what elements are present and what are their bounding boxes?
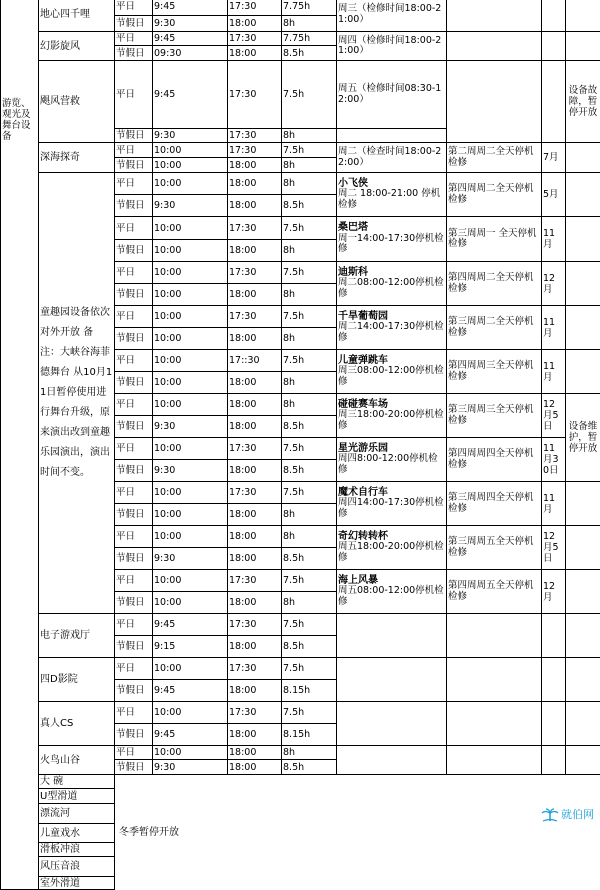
maintenance-cell: 周四（检修时间18:00-21:00）	[337, 32, 447, 61]
duration-cell: 7.5h	[282, 570, 337, 592]
table-cell	[337, 702, 447, 746]
duration-cell: 8h	[282, 240, 337, 262]
open-time-cell: 9:30	[153, 16, 228, 32]
month-cell: 11月	[542, 350, 566, 394]
table-cell	[566, 350, 600, 394]
table-cell	[566, 0, 600, 32]
close-time-cell: 18:00	[228, 195, 282, 217]
group-label-cell: 游览、观光及舞台设备	[1, 0, 39, 890]
duration-cell: 8h	[282, 592, 337, 614]
day-type-cell: 节假日	[115, 504, 153, 526]
ride-name: 迪斯科	[338, 267, 368, 278]
open-time-cell: 9:30	[153, 760, 228, 775]
close-time-cell: 18:00	[228, 548, 282, 570]
ride-name-cell: 幻影旋风	[39, 32, 115, 61]
maintenance-cell: 周三（检修时间18:00-21:00）	[337, 0, 447, 32]
table-cell	[566, 217, 600, 262]
close-time-cell: 18:00	[228, 394, 282, 416]
repair-note-cell: 设备维护，暂停开放	[566, 394, 600, 482]
close-time-cell: 18:00	[228, 504, 282, 526]
day-type-cell: 节假日	[115, 284, 153, 306]
maintenance-text: 周一14:00-17:30停机检修	[338, 233, 444, 255]
monthly-stop-cell: 第四周周三全天停机检修	[447, 350, 542, 394]
close-time-cell: 18:00	[228, 158, 282, 173]
duration-cell: 8h	[282, 16, 337, 32]
monthly-stop-cell: 第四周周二全天停机检修	[447, 173, 542, 217]
close-time-cell: 18:00	[228, 680, 282, 702]
duration-cell: 8h	[282, 394, 337, 416]
day-type-cell: 平日	[115, 438, 153, 460]
close-time-cell: 17:30	[228, 482, 282, 504]
open-time-cell: 9:30	[153, 548, 228, 570]
open-time-cell: 10:00	[153, 482, 228, 504]
day-type-cell: 节假日	[115, 416, 153, 438]
duration-cell: 7.5h	[282, 262, 337, 284]
table-cell	[566, 306, 600, 350]
month-cell: 11月	[542, 306, 566, 350]
ride-name: 小飞侠	[338, 178, 368, 189]
day-type-cell: 节假日	[115, 460, 153, 482]
ride-name-cell: 电子游戏厅	[39, 614, 115, 658]
open-time-cell: 10:00	[153, 173, 228, 195]
maintenance-cell	[337, 570, 447, 614]
open-time-cell: 10:00	[153, 592, 228, 614]
duration-cell: 7.5h	[282, 306, 337, 328]
table-cell	[542, 0, 566, 32]
maintenance-text: 周二 18:00-21:00 停机检修	[338, 188, 440, 210]
open-time-cell: 10:00	[153, 240, 228, 262]
close-time-cell: 17:30	[228, 438, 282, 460]
monthly-stop-cell: 第三周周三全天停机检修	[447, 394, 542, 438]
ride-name: 桑巴塔	[338, 222, 368, 233]
table-row	[1, 746, 600, 760]
day-type-cell: 平日	[115, 262, 153, 284]
open-time-cell: 10:00	[153, 526, 228, 548]
table-cell	[566, 32, 600, 61]
repair-note-cell: 设备故障，暂停开放	[566, 61, 600, 143]
open-time-cell: 9:45	[153, 32, 228, 46]
ride-name-cell: 真人CS	[39, 702, 115, 746]
closed-item-cell: 滑板冲浪	[39, 843, 115, 857]
table-cell	[447, 0, 542, 32]
month-cell: 11月	[542, 482, 566, 526]
day-type-cell: 平日	[115, 394, 153, 416]
table-cell	[542, 702, 566, 746]
table-cell	[566, 614, 600, 658]
duration-cell: 7.5h	[282, 614, 337, 636]
table-row	[1, 658, 600, 680]
day-type-cell: 平日	[115, 143, 153, 158]
day-type-cell: 平日	[115, 746, 153, 760]
ride-name: 儿童弹跳车	[338, 355, 388, 366]
day-type-cell: 节假日	[115, 724, 153, 746]
maintenance-cell: 周五（检修时间08:30-12:00）	[337, 61, 447, 129]
watermark-text: 就伯网	[561, 808, 594, 821]
table-cell	[566, 658, 600, 702]
open-time-cell: 10:00	[153, 306, 228, 328]
duration-cell: 8.5h	[282, 636, 337, 658]
table-cell	[566, 173, 600, 217]
close-time-cell: 17:30	[228, 129, 282, 143]
table-row	[1, 0, 600, 16]
day-type-cell: 节假日	[115, 760, 153, 775]
palm-tree-icon	[541, 808, 559, 822]
ride-name: 碰碰赛车场	[338, 399, 388, 410]
table-row	[1, 702, 600, 724]
close-time-cell: 18:00	[228, 746, 282, 760]
ride-name-cell: 深海探奇	[39, 143, 115, 173]
ride-name-cell: 地心四千哩	[39, 0, 115, 32]
open-time-cell: 10:00	[153, 262, 228, 284]
table-cell	[566, 702, 600, 746]
day-type-cell: 平日	[115, 702, 153, 724]
ride-name: 魔术自行车	[338, 487, 388, 498]
monthly-stop-cell: 第四周周五全天停机检修	[447, 570, 542, 614]
day-type-cell: 节假日	[115, 680, 153, 702]
month-cell: 12月	[542, 262, 566, 306]
day-type-cell: 节假日	[115, 129, 153, 143]
close-time-cell: 17:30	[228, 614, 282, 636]
duration-cell: 7.5h	[282, 350, 337, 372]
duration-cell: 8h	[282, 173, 337, 195]
duration-cell: 7.5h	[282, 438, 337, 460]
duration-cell: 8h	[282, 526, 337, 548]
month-cell: 5月	[542, 173, 566, 217]
open-time-cell: 9:30	[153, 416, 228, 438]
day-type-cell: 节假日	[115, 195, 153, 217]
open-time-cell: 9:30	[153, 195, 228, 217]
monthly-stop-cell: 第二周周二全天停机检修	[447, 143, 542, 173]
day-type-cell: 平日	[115, 570, 153, 592]
open-time-cell: 10:00	[153, 284, 228, 306]
open-time-cell: 10:00	[153, 328, 228, 350]
table-cell	[447, 614, 542, 658]
maintenance-text: 周三08:00-12:00停机检修	[338, 365, 444, 387]
table-row	[1, 775, 600, 789]
open-time-cell: 10:00	[153, 438, 228, 460]
closed-item-cell: 大 碗	[39, 775, 115, 789]
close-time-cell: 18:00	[228, 46, 282, 61]
day-type-cell: 节假日	[115, 240, 153, 262]
day-type-cell: 平日	[115, 61, 153, 129]
close-time-cell: 17:30	[228, 702, 282, 724]
maintenance-text: 周三18:00-20:00停机检修	[338, 409, 444, 431]
open-time-cell: 10:00	[153, 504, 228, 526]
day-type-cell: 节假日	[115, 16, 153, 32]
open-time-cell: 10:00	[153, 394, 228, 416]
open-time-cell: 09:30	[153, 46, 228, 61]
table-cell	[542, 658, 566, 702]
day-type-cell: 平日	[115, 482, 153, 504]
closed-item-cell: 室外滑道	[39, 877, 115, 890]
duration-cell: 7.75h	[282, 32, 337, 46]
table-cell	[566, 482, 600, 526]
day-type-cell: 节假日	[115, 592, 153, 614]
day-type-cell: 平日	[115, 526, 153, 548]
close-time-cell: 18:00	[228, 760, 282, 775]
month-cell: 7月	[542, 143, 566, 173]
stage-note-cell: 童趣园设备依次对外开放 备注：大峡谷海菲德舞台 从10月11日暂停使用进行舞台升级，原来演出改到童趣乐园演出，演出时间不变。	[39, 173, 115, 614]
duration-cell: 8h	[282, 746, 337, 760]
open-time-cell: 10:00	[153, 158, 228, 173]
day-type-cell: 节假日	[115, 636, 153, 658]
close-time-cell: 17:30	[228, 306, 282, 328]
duration-cell: 8h	[282, 158, 337, 173]
month-cell: 12月5日	[542, 526, 566, 570]
close-time-cell: 18:00	[228, 416, 282, 438]
maintenance-cell	[337, 394, 447, 438]
table-cell	[447, 746, 542, 775]
monthly-stop-cell: 第四周周二全天停机检修	[447, 262, 542, 306]
day-type-cell: 节假日	[115, 158, 153, 173]
open-time-cell: 10:00	[153, 350, 228, 372]
close-time-cell: 17:30	[228, 217, 282, 240]
month-cell: 11月30日	[542, 438, 566, 482]
table-row	[1, 173, 600, 195]
monthly-stop-cell: 第四周周四全天停机检修	[447, 438, 542, 482]
day-type-cell: 平日	[115, 658, 153, 680]
day-type-cell: 平日	[115, 350, 153, 372]
duration-cell: 8.5h	[282, 548, 337, 570]
table-cell	[542, 746, 566, 775]
open-time-cell: 9:45	[153, 61, 228, 129]
month-cell: 12月5日	[542, 394, 566, 438]
day-type-cell: 节假日	[115, 548, 153, 570]
duration-cell: 8h	[282, 372, 337, 394]
ride-name: 千旱葡萄园	[338, 311, 388, 322]
day-type-cell: 节假日	[115, 328, 153, 350]
maintenance-cell	[337, 173, 447, 217]
close-time-cell: 17:30	[228, 32, 282, 46]
open-time-cell: 10:00	[153, 702, 228, 724]
day-type-cell: 节假日	[115, 372, 153, 394]
ride-name-cell: 飓风营救	[39, 61, 115, 143]
table-cell	[542, 32, 566, 61]
monthly-stop-cell: 第三周周四全天停机检修	[447, 482, 542, 526]
day-type-cell: 平日	[115, 217, 153, 240]
maintenance-cell	[337, 350, 447, 394]
table-cell	[566, 746, 600, 775]
duration-cell: 8.5h	[282, 460, 337, 482]
monthly-stop-cell: 第三周周一 全天停机检修	[447, 217, 542, 262]
close-time-cell: 18:00	[228, 240, 282, 262]
ride-name-cell: 四D影院	[39, 658, 115, 702]
table-cell	[337, 746, 447, 775]
month-cell: 11月	[542, 217, 566, 262]
table-cell	[566, 143, 600, 173]
table-cell	[447, 61, 542, 143]
close-time-cell: 18:00	[228, 16, 282, 32]
duration-cell: 8.5h	[282, 195, 337, 217]
day-type-cell: 平日	[115, 32, 153, 46]
table-row	[1, 614, 600, 636]
day-type-cell: 平日	[115, 614, 153, 636]
duration-cell: 7.5h	[282, 217, 337, 240]
month-cell: 12月	[542, 570, 566, 614]
ride-name: 奇幻转转杯	[338, 531, 388, 542]
table-row	[1, 143, 600, 158]
duration-cell: 8h	[282, 284, 337, 306]
duration-cell: 8.5h	[282, 46, 337, 61]
close-time-cell: 18:00	[228, 284, 282, 306]
table-cell	[566, 570, 600, 614]
maintenance-text: 周四14:00-17:30停机检修	[338, 497, 444, 519]
maintenance-text: 周五08:00-12:00停机检修	[338, 585, 444, 607]
duration-cell: 7.75h	[282, 0, 337, 16]
table-row	[1, 61, 600, 75]
table-row	[1, 32, 600, 46]
open-time-cell: 10:00	[153, 372, 228, 394]
table-cell	[447, 32, 542, 61]
open-time-cell: 9:45	[153, 680, 228, 702]
open-time-cell: 10:00	[153, 746, 228, 760]
maintenance-text: 周五18:00-20:00停机检修	[338, 541, 444, 563]
closed-item-cell: 漂流河	[39, 804, 115, 824]
day-type-cell: 平日	[115, 173, 153, 195]
closed-item-cell: U型滑道	[39, 789, 115, 804]
table-cell	[337, 658, 447, 702]
maintenance-cell	[337, 438, 447, 482]
close-time-cell: 17:30	[228, 570, 282, 592]
duration-cell: 7.5h	[282, 61, 337, 129]
maintenance-cell	[337, 262, 447, 306]
open-time-cell: 10:00	[153, 570, 228, 592]
table-cell	[337, 614, 447, 658]
ride-name: 星光游乐园	[338, 443, 388, 454]
table-cell	[542, 614, 566, 658]
close-time-cell: 18:00	[228, 592, 282, 614]
close-time-cell: 18:00	[228, 724, 282, 746]
monthly-stop-cell: 第三周周二全天停机检修	[447, 306, 542, 350]
maintenance-text: 周二14:00-17:30停机检修	[338, 321, 444, 343]
table-cell	[542, 61, 566, 143]
duration-cell: 8h	[282, 129, 337, 143]
watermark	[541, 806, 594, 822]
open-time-cell: 10:00	[153, 143, 228, 158]
duration-cell: 7.5h	[282, 143, 337, 158]
open-time-cell: 9:45	[153, 614, 228, 636]
day-type-cell: 节假日	[115, 46, 153, 61]
close-time-cell: 18:00	[228, 328, 282, 350]
close-time-cell: 17:30	[228, 0, 282, 16]
table-cell	[566, 526, 600, 570]
open-time-cell: 9:15	[153, 636, 228, 658]
duration-cell: 8h	[282, 328, 337, 350]
closed-item-cell: 风压音浪	[39, 857, 115, 877]
close-time-cell: 17:30	[228, 262, 282, 284]
close-time-cell: 18:00	[228, 636, 282, 658]
maintenance-text: 周二08:00-12:00停机检修	[338, 277, 444, 299]
open-time-cell: 9:30	[153, 460, 228, 482]
day-type-cell: 平日	[115, 0, 153, 16]
open-time-cell: 9:45	[153, 724, 228, 746]
close-time-cell: 17:30	[228, 143, 282, 158]
maintenance-cell	[337, 526, 447, 570]
open-time-cell: 10:00	[153, 217, 228, 240]
open-time-cell: 9:45	[153, 0, 228, 16]
closed-item-cell: 儿童戏水	[39, 824, 115, 843]
winter-note-cell: 冬季暂停开放	[115, 775, 600, 890]
duration-cell: 7.5h	[282, 702, 337, 724]
duration-cell: 8.5h	[282, 416, 337, 438]
open-time-cell: 9:30	[153, 129, 228, 143]
close-time-cell: 18:00	[228, 372, 282, 394]
duration-cell: 7.5h	[282, 658, 337, 680]
maintenance-cell: 周二（检查时间18:00-22:00）	[337, 143, 447, 173]
close-time-cell: 17:30	[228, 61, 282, 129]
maintenance-cell	[337, 217, 447, 262]
close-time-cell: 18:00	[228, 173, 282, 195]
table-cell	[566, 262, 600, 306]
ride-name: 海上风暴	[338, 575, 378, 586]
monthly-stop-cell: 第三周周五全天停机检修	[447, 526, 542, 570]
duration-cell: 8.15h	[282, 680, 337, 702]
maintenance-text: 周四8:00-12:00停机检修	[338, 453, 438, 475]
duration-cell: 8h	[282, 504, 337, 526]
maintenance-cell	[337, 306, 447, 350]
table-cell	[447, 658, 542, 702]
close-time-cell: 18:00	[228, 460, 282, 482]
day-type-cell: 平日	[115, 306, 153, 328]
ride-name-cell: 火鸟山谷	[39, 746, 115, 775]
duration-cell: 8.15h	[282, 724, 337, 746]
duration-cell: 7.5h	[282, 482, 337, 504]
open-time-cell: 10:00	[153, 658, 228, 680]
duration-cell: 8.5h	[282, 760, 337, 775]
maintenance-cell	[337, 482, 447, 526]
close-time-cell: 17::30	[228, 350, 282, 372]
close-time-cell: 17:30	[228, 658, 282, 680]
close-time-cell: 18:00	[228, 526, 282, 548]
table-cell	[447, 702, 542, 746]
